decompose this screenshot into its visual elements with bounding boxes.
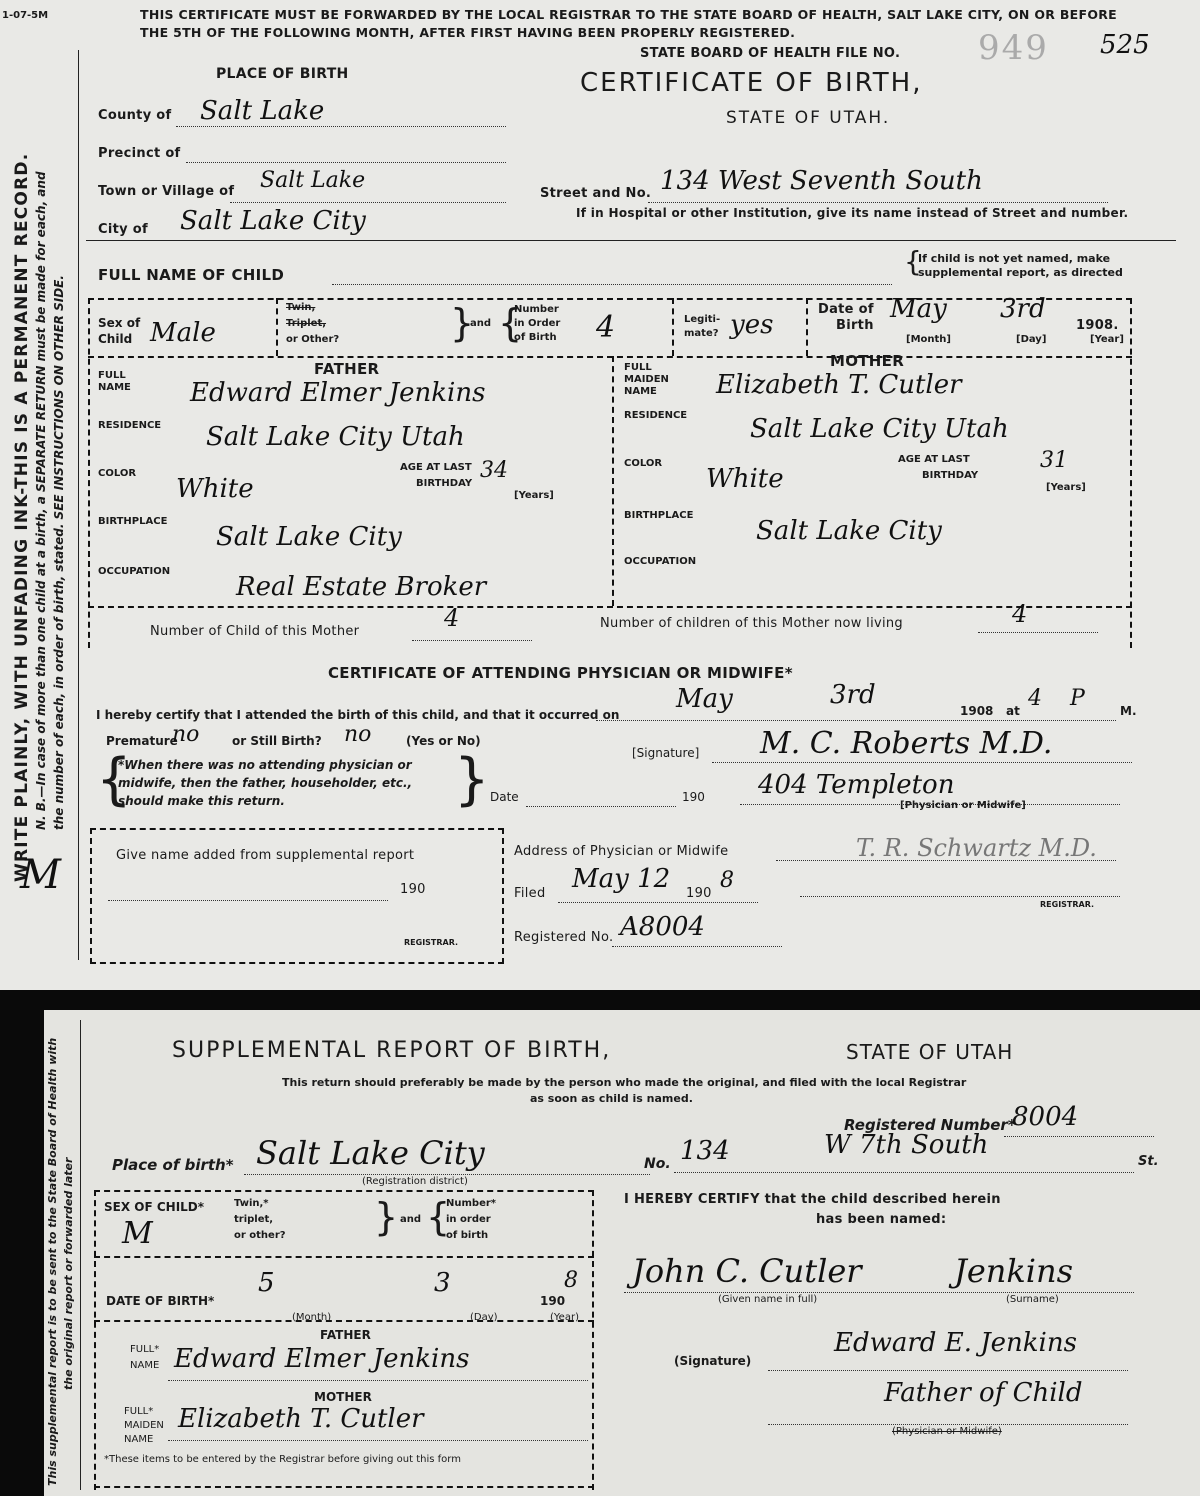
certificate-title: CERTIFICATE OF BIRTH, <box>580 68 923 98</box>
supp-surname: Jenkins <box>954 1252 1074 1290</box>
form-code: 1-07-5M <box>2 10 49 21</box>
physician-heading: CERTIFICATE OF ATTENDING PHYSICIAN OR MIDWIFE* <box>328 664 793 682</box>
sex-label: Sex of <box>98 316 141 330</box>
place-of-birth-heading: PLACE OF BIRTH <box>216 66 349 82</box>
children-living: 4 <box>1012 600 1028 628</box>
full-name-label: FULL NAME OF CHILD <box>98 266 285 284</box>
mother-birthplace: Salt Lake City <box>756 516 942 546</box>
not-named-note-1: If child is not yet named, make <box>918 252 1111 265</box>
supplemental-report: This supplemental report is to be sent to the State Board of Health with the original report or forwarded later SUPPLEMENTAL REPORT OF BIRTH, STATE OF UTAH This return should preferably be made by the person who made the original, and filed with the local Registrar as soon as child is named. Registered Number* 8004 Place of birth* Salt Lake City (Registration district) No. 134 W 7th South St. SEX OF CHILD* M Twin,* triplet, or other? } and { Number* in order of birth DATE OF BIRTH* 5 3 190 8 (Month) (Day) (Year) FATHER FULL* NAME Edward Elmer Jenkins MOTHER FULL* MAIDEN NAME Elizabeth T. Cutler *These items to be entered by the Registrar before giving out this form I HEREBY CERTIFY that the child described herein has been named: John C. Cutler Jenkins (Given name in full) (Surname) (Signature) Edward E. Jenkins Father of Child (Physician or Midwife) <box>44 1010 1200 1496</box>
supp-state: STATE OF UTAH <box>846 1040 1014 1064</box>
registrar-signature: T. R. Schwartz M.D. <box>856 834 1097 862</box>
supp-dob-month: 5 <box>258 1268 275 1298</box>
supp-street: W 7th South <box>824 1130 989 1160</box>
file-no-handwritten: 525 <box>1100 30 1150 60</box>
father-color: White <box>176 474 254 504</box>
mother-maiden-name: Elizabeth T. Cutler <box>716 370 962 400</box>
margin-line <box>78 50 79 960</box>
hospital-note: If in Hospital or other Institution, give its name instead of Street and number. <box>576 206 1129 220</box>
supp-signer-title: Father of Child <box>884 1378 1083 1408</box>
supp-place-of-birth: Salt Lake City <box>256 1134 485 1172</box>
file-no-label: STATE BOARD OF HEALTH FILE NO. <box>640 46 901 61</box>
city-label: City of <box>98 222 148 237</box>
occurred-month: May <box>676 684 733 714</box>
certify-text: I hereby certify that I attended the birth of this child, and that it occurred on <box>96 708 620 722</box>
physician-signature: M. C. Roberts M.D. <box>760 726 1053 761</box>
dob-day: 3rd <box>1000 294 1046 324</box>
mother-residence: Salt Lake City Utah <box>750 414 1009 444</box>
supp-signature: Edward E. Jenkins <box>834 1328 1077 1358</box>
father-heading: FATHER <box>314 360 380 378</box>
birth-certificate: 1-07-5M THIS CERTIFICATE MUST BE FORWARDED BY THE LOCAL REGISTRAR TO THE STATE BOARD OF HEALTH, SALT LAKE CITY, ON OR BEFORE THE 5TH OF THE FOLLOWING MONTH, AFTER FIRST HAVING BEEN PROPERLY REGISTERED. STATE BOARD OF HEALTH FILE NO. 949 525 CERTIFICATE OF BIRTH, STATE OF UTAH. WRITE PLAINLY, WITH UNFADING INK-THIS IS A PERMANENT RECORD. N. B.—In case of more than one child at a birth, a SEPARATE RETURN must be made for each, and the number of each, in order of birth, stated. SEE INSTRUCTIONS ON OTHER SIDE. M PLACE OF BIRTH County of Salt Lake Precinct of Town or Village of Salt Lake City of Salt Lake City Street and No. 134 West Seventh South If in Hospital or other Institution, give its name instead of Street and number. FULL NAME OF CHILD { If child is not yet named, make supplemental report, as directed Sex of Child Male Twin, Triplet, or Other? } and { Number in Order of Birth 4 Legiti- mate? yes Date of Birth May 3rd 1908. [Month] [Day] [Year] FATHER MOTHER FULL NAME Edward Elmer Jenkins RESIDENCE Salt Lake City Utah COLOR White AGE AT LAST BIRTHDAY 34 [Years] BIRTHPLACE Salt Lake City OCCUPATION Real Estate Broker FULL MAIDEN NAME Elizabeth T. Cutler RESIDENCE Salt Lake City Utah COLOR White AGE AT LAST BIRTHDAY 31 [Years] BIRTHPLACE Salt Lake City OCCUPATION Number of Child of this Mother 4 Number of children of this Mother now living 4 CERTIFICATE OF ATTENDING PHYSICIAN OR MIDWIFE* I hereby certify that I attended the birth of this child, and that it occurred on May 3rd 1908 at 4 P M. Premature no or Still Birth? no (Yes or No) { *When there was no attending physician or midwife, then the father, householder, etc., should make this return. } [Signature] M. C. Roberts M.D. Date 190 404 Templeton [Physician or Midwife] Give name added from supplemental report 190 REGISTRAR. Address of Physician or Midwife T. R. Schwartz M.D. Filed May 12 190 8 REGISTRAR. Registered No. A8004 <box>0 0 1200 990</box>
side-note-line-2: the number of each, in order of birth, stated. SEE INSTRUCTIONS ON OTHER SIDE. <box>52 275 66 830</box>
town-label: Town or Village of <box>98 184 235 199</box>
county-label: County of <box>98 108 172 123</box>
forwarding-instructions: THIS CERTIFICATE MUST BE FORWARDED BY THE LOCAL REGISTRAR TO THE STATE BOARD OF HEALTH, SALT LAKE CITY, ON OR BEFORE THE 5TH OF THE FOLLOWING MONTH, AFTER FIRST HAVING BEEN PROPERLY REGISTERED. <box>140 7 1118 40</box>
child-number: 4 <box>444 604 460 632</box>
street-label: Street and No. <box>540 186 652 201</box>
registered-number: A8004 <box>620 912 705 942</box>
precinct-label: Precinct of <box>98 146 181 161</box>
child-number-label: Number of Child of this Mother <box>150 624 360 639</box>
occurred-day: 3rd <box>830 680 876 710</box>
sex-value: Male <box>150 318 216 348</box>
father-birthplace: Salt Lake City <box>216 522 402 552</box>
still-birth-value: no <box>344 722 372 747</box>
premature-value: no <box>172 722 200 747</box>
physician-address: 404 Templeton <box>758 770 955 800</box>
margin-mark: M <box>20 852 61 898</box>
county-value: Salt Lake <box>200 96 325 126</box>
supp-sex-value: M <box>122 1216 153 1251</box>
father-occupation: Real Estate Broker <box>236 572 487 602</box>
supp-street-number: 134 <box>680 1136 730 1166</box>
supp-registered-number: 8004 <box>1012 1102 1079 1132</box>
occurred-hour: 4 <box>1028 686 1042 711</box>
file-no-stamp: 949 <box>978 28 1049 68</box>
birth-order-value: 4 <box>596 310 616 345</box>
children-living-label: Number of children of this Mother now living <box>600 616 903 631</box>
side-note-line-1: N. B.—In case of more than one child at a birth, a SEPARATE RETURN must be made for each, and <box>34 171 48 830</box>
father-age: 34 <box>480 458 508 483</box>
filed-date: May 12 <box>572 864 671 894</box>
dob-year: 1908. <box>1076 318 1119 333</box>
supp-title: SUPPLEMENTAL REPORT OF BIRTH, <box>172 1038 612 1063</box>
certificate-subtitle: STATE OF UTAH. <box>726 108 891 128</box>
city-value: Salt Lake City <box>180 206 366 236</box>
permanent-record-side-text: WRITE PLAINLY, WITH UNFADING INK-THIS IS A PERMANENT RECORD. <box>12 152 32 882</box>
supp-mother-name: Elizabeth T. Cutler <box>178 1404 424 1434</box>
street-value: 134 West Seventh South <box>660 166 983 196</box>
dob-month: May <box>890 294 947 324</box>
supp-side-text-1: This supplemental report is to be sent to the State Board of Health with <box>46 1037 59 1486</box>
father-name: Edward Elmer Jenkins <box>190 378 486 408</box>
supp-given-name: John C. Cutler <box>632 1252 862 1290</box>
mother-age: 31 <box>1040 448 1068 473</box>
mother-heading: MOTHER <box>830 352 905 370</box>
mother-color: White <box>706 464 784 494</box>
father-residence: Salt Lake City Utah <box>206 422 465 452</box>
not-named-note-2: supplemental report, as directed <box>918 266 1123 279</box>
supp-side-text-2: the original report or forwarded later <box>62 1157 75 1390</box>
town-value: Salt Lake <box>260 168 366 193</box>
legitimate-value: yes <box>730 310 774 340</box>
supp-father-name: Edward Elmer Jenkins <box>174 1344 470 1374</box>
supp-dob-day: 3 <box>434 1268 451 1298</box>
